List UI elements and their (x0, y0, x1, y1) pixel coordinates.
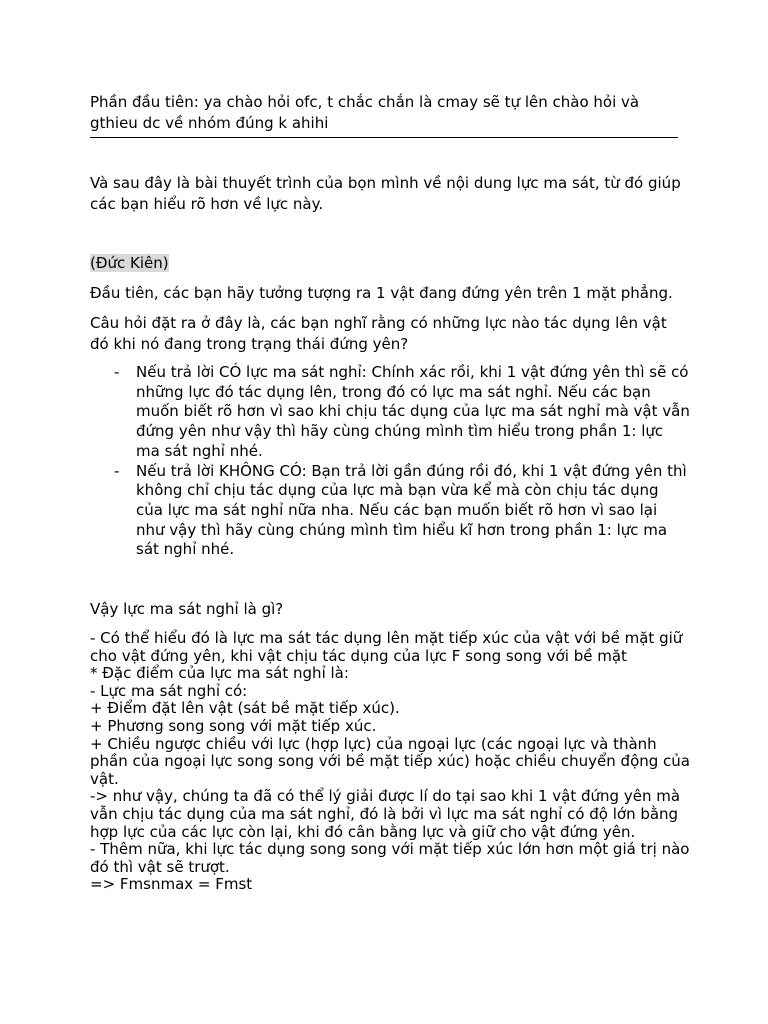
detail-line: + Phương song song với mặt tiếp xúc. (90, 716, 377, 735)
speaker-highlight: (Đức Kiên) (90, 254, 169, 272)
list-item (90, 363, 690, 462)
detail-line: + Chiều ngược chiều với lực (hợp lực) của ngoại lực (các ngoại lực và thành phần của ngoại lực song song với bề mặt tiếp xúc) hoặc chiều chuyển động của vật. (90, 734, 690, 788)
intro-paragraph: Phần đầu tiên: ya chào hỏi ofc, t chắc chắn là cmay sẽ tự lên chào hỏi và gthieu dc về nhóm đúng k ahihi (90, 92, 678, 138)
detail-line: - Có thể hiểu đó là lực ma sát tác dụng lên mặt tiếp xúc của vật với bề mặt giữ cho vật đứng yên, khi vật chịu tác dụng của lực F song song với bề mặt (90, 629, 683, 665)
section-question: Vậy lực ma sát nghỉ là gì? (90, 600, 284, 618)
lead-paragraph: Và sau đây là bài thuyết trình của bọn mình về nội dung lực ma sát, từ đó giúp các bạn hiểu rõ hơn về lực này. (90, 174, 681, 213)
paragraph-imagine: Đầu tiên, các bạn hãy tưởng tượng ra 1 vật đang đứng yên trên 1 mặt phẳng. (90, 284, 673, 302)
list-dash: - (114, 461, 120, 480)
detail-line: - Lực ma sát nghỉ có: (90, 681, 248, 700)
detail-line: + Điểm đặt lên vật (sát bề mặt tiếp xúc). (90, 699, 400, 718)
detail-line: - Thêm nữa, khi lực tác dụng song song với mặt tiếp xúc lớn hơn một giá trị nào đó thì vật sẽ trượt. (90, 840, 690, 876)
list-item-text: Nếu trả lời KHÔNG CÓ: Bạn trả lời gần đúng rồi đó, khi 1 vật đứng yên thì không chỉ chịu tác dụng của lực mà bạn vừa kể mà còn chịu tác dụng của lực ma sát nghỉ nữa nha. Nếu các bạn muốn biết rõ hơn vì sao lại như vậy thì hãy cùng chúng mình tìm hiểu kĩ hơn trong phần 1: lực ma sát nghỉ nhé. (136, 461, 687, 559)
list-item (90, 462, 690, 561)
detail-line: -> như vậy, chúng ta đã có thể lý giải được lí do tại sao khi 1 vật đứng yên mà vẫn chịu tác dụng của ma sát nghỉ, đó là bởi vì lực ma sát nghỉ có độ lớn bằng hợp lực của các lực còn lại, khi đó cân bằng lực và giữ cho vật đứng yên. (90, 787, 681, 841)
list-dash: - (114, 363, 120, 381)
list-item-text: Nếu trả lời CÓ lực ma sát nghỉ: Chính xác rồi, khi 1 vật đứng yên thì sẽ có những lực đó tác dụng lên, trong đó có lực ma sát nghỉ. Nếu các bạn muốn biết rõ hơn vì sao khi chịu tác dụng của lực ma sát nghỉ mà vật vẫn đứng yên như vậy thì hãy cùng chúng mình tìm hiểu trong phần 1: lực ma sát nghỉ nhé. (136, 363, 690, 460)
speaker-label (90, 253, 690, 274)
detail-line: * Đặc điểm của lực ma sát nghỉ là: (90, 664, 349, 683)
answer-list (90, 363, 690, 560)
detail-line: => Fmsnmax = Fmst (90, 875, 253, 894)
details-block (90, 630, 690, 894)
paragraph-question: Câu hỏi đặt ra ở đây là, các bạn nghĩ rằng có những lực nào tác dụng lên vật đó khi nó đang trong trạng thái đứng yên? (90, 314, 667, 353)
